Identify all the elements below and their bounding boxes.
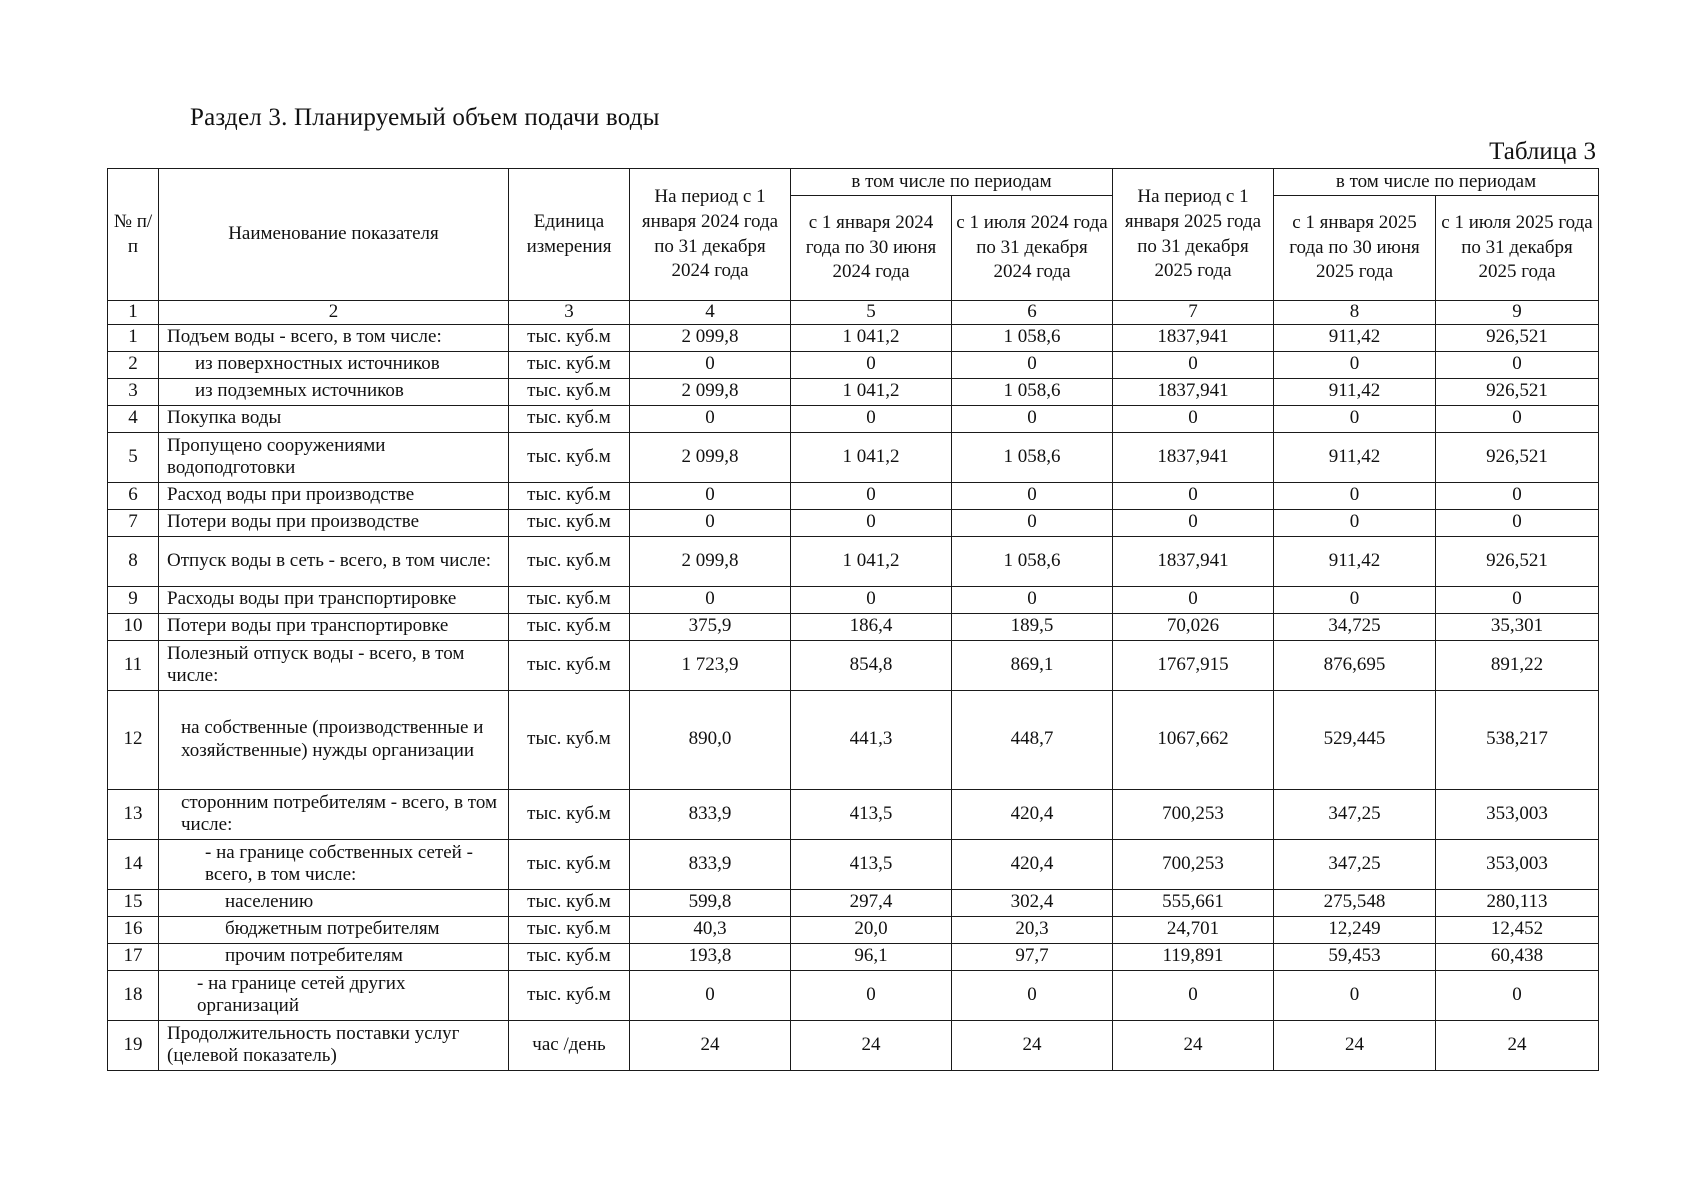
value-cell: 0 (791, 405, 952, 432)
indicator-name: сторонним потребителям - всего, в том числе: (159, 789, 509, 839)
value-cell: 599,8 (630, 889, 791, 916)
value-cell: 297,4 (791, 889, 952, 916)
value-cell: 0 (1436, 482, 1599, 509)
row-number: 12 (108, 690, 159, 789)
value-cell: 926,521 (1436, 536, 1599, 586)
section-heading: Раздел 3. Планируемый объем подачи воды (190, 104, 660, 131)
value-cell: 280,113 (1436, 889, 1599, 916)
value-cell: 0 (1436, 509, 1599, 536)
header-incl-2025: в том числе по периодам (1274, 169, 1599, 196)
value-cell: 97,7 (952, 943, 1113, 970)
table-row (108, 889, 1599, 916)
row-number: 17 (108, 943, 159, 970)
value-cell: 0 (1274, 405, 1436, 432)
row-number: 15 (108, 889, 159, 916)
value-cell: 24,701 (1113, 916, 1274, 943)
table-label: Таблица 3 (1489, 138, 1596, 165)
unit-cell: тыс. куб.м (509, 509, 630, 536)
value-cell: 926,521 (1436, 378, 1599, 405)
value-cell: 854,8 (791, 640, 952, 690)
unit-cell: тыс. куб.м (509, 351, 630, 378)
value-cell: 0 (1113, 586, 1274, 613)
table-row (108, 405, 1599, 432)
row-number: 7 (108, 509, 159, 536)
value-cell: 0 (791, 351, 952, 378)
value-cell: 1837,941 (1113, 536, 1274, 586)
row-number: 3 (108, 378, 159, 405)
value-cell: 833,9 (630, 789, 791, 839)
value-cell: 0 (630, 482, 791, 509)
unit-cell: тыс. куб.м (509, 690, 630, 789)
value-cell: 538,217 (1436, 690, 1599, 789)
row-number: 16 (108, 916, 159, 943)
value-cell: 20,0 (791, 916, 952, 943)
indicator-name: Продолжительность поставки услуг (целевой показатель) (159, 1020, 509, 1070)
column-number: 4 (630, 301, 791, 325)
value-cell: 911,42 (1274, 432, 1436, 482)
value-cell: 0 (952, 509, 1113, 536)
value-cell: 40,3 (630, 916, 791, 943)
value-cell: 700,253 (1113, 789, 1274, 839)
row-number: 4 (108, 405, 159, 432)
value-cell: 0 (630, 586, 791, 613)
unit-cell: тыс. куб.м (509, 943, 630, 970)
value-cell: 0 (791, 509, 952, 536)
row-number: 18 (108, 970, 159, 1020)
value-cell: 2 099,8 (630, 536, 791, 586)
unit-cell: тыс. куб.м (509, 970, 630, 1020)
header-h2-2025: с 1 июля 2025 года по 31 декабря 2025 года (1436, 196, 1599, 301)
value-cell: 1 041,2 (791, 536, 952, 586)
value-cell: 420,4 (952, 789, 1113, 839)
value-cell: 0 (1274, 586, 1436, 613)
header-name: Наименование показателя (159, 169, 509, 301)
table-row (108, 1020, 1599, 1070)
column-number: 6 (952, 301, 1113, 325)
value-cell: 34,725 (1274, 613, 1436, 640)
value-cell: 0 (630, 351, 791, 378)
value-cell: 413,5 (791, 789, 952, 839)
value-cell: 0 (791, 482, 952, 509)
unit-cell: тыс. куб.м (509, 889, 630, 916)
value-cell: 1 058,6 (952, 432, 1113, 482)
table-row (108, 536, 1599, 586)
value-cell: 0 (791, 586, 952, 613)
value-cell: 0 (1113, 405, 1274, 432)
header-unit: Единица измерения (509, 169, 630, 301)
header-h2-2024: с 1 июля 2024 года по 31 декабря 2024 года (952, 196, 1113, 301)
table-row (108, 970, 1599, 1020)
row-number: 1 (108, 324, 159, 351)
value-cell: 0 (952, 970, 1113, 1020)
row-number: 11 (108, 640, 159, 690)
value-cell: 420,4 (952, 839, 1113, 889)
indicator-name: на собственные (производственные и хозяйственные) нужды организации (159, 690, 509, 789)
value-cell: 24 (791, 1020, 952, 1070)
unit-cell: тыс. куб.м (509, 586, 630, 613)
table-row (108, 640, 1599, 690)
header-period-2024: На период с 1 января 2024 года по 31 декабря 2024 года (630, 169, 791, 301)
table-row (108, 690, 1599, 789)
table-row (108, 324, 1599, 351)
value-cell: 96,1 (791, 943, 952, 970)
value-cell: 555,661 (1113, 889, 1274, 916)
row-number: 14 (108, 839, 159, 889)
indicator-name: бюджетным потребителям (159, 916, 509, 943)
value-cell: 529,445 (1274, 690, 1436, 789)
value-cell: 1 041,2 (791, 432, 952, 482)
indicator-name: Расход воды при производстве (159, 482, 509, 509)
header-period-2025: На период с 1 января 2025 года по 31 декабря 2025 года (1113, 169, 1274, 301)
value-cell: 1837,941 (1113, 324, 1274, 351)
value-cell: 869,1 (952, 640, 1113, 690)
indicator-name: Полезный отпуск воды - всего, в том числе: (159, 640, 509, 690)
indicator-name: Покупка воды (159, 405, 509, 432)
indicator-name: прочим потребителям (159, 943, 509, 970)
value-cell: 1837,941 (1113, 432, 1274, 482)
value-cell: 0 (1113, 482, 1274, 509)
value-cell: 24 (952, 1020, 1113, 1070)
value-cell: 375,9 (630, 613, 791, 640)
value-cell: 2 099,8 (630, 324, 791, 351)
table-row (108, 509, 1599, 536)
value-cell: 1067,662 (1113, 690, 1274, 789)
unit-cell: час /день (509, 1020, 630, 1070)
value-cell: 0 (1436, 405, 1599, 432)
value-cell: 700,253 (1113, 839, 1274, 889)
indicator-name: из поверхностных источников (159, 351, 509, 378)
value-cell: 1 058,6 (952, 324, 1113, 351)
table-row (108, 789, 1599, 839)
unit-cell: тыс. куб.м (509, 640, 630, 690)
value-cell: 12,249 (1274, 916, 1436, 943)
value-cell: 35,301 (1436, 613, 1599, 640)
header-h1-2025: с 1 января 2025 года по 30 июня 2025 года (1274, 196, 1436, 301)
row-number: 6 (108, 482, 159, 509)
column-number: 5 (791, 301, 952, 325)
value-cell: 20,3 (952, 916, 1113, 943)
value-cell: 186,4 (791, 613, 952, 640)
value-cell: 0 (952, 405, 1113, 432)
value-cell: 0 (1113, 351, 1274, 378)
column-number: 8 (1274, 301, 1436, 325)
row-number: 5 (108, 432, 159, 482)
value-cell: 413,5 (791, 839, 952, 889)
unit-cell: тыс. куб.м (509, 482, 630, 509)
unit-cell: тыс. куб.м (509, 378, 630, 405)
value-cell: 833,9 (630, 839, 791, 889)
indicator-name: Подъем воды - всего, в том числе: (159, 324, 509, 351)
value-cell: 0 (630, 405, 791, 432)
value-cell: 441,3 (791, 690, 952, 789)
value-cell: 0 (1274, 351, 1436, 378)
table-row (108, 916, 1599, 943)
unit-cell: тыс. куб.м (509, 613, 630, 640)
column-number: 7 (1113, 301, 1274, 325)
value-cell: 347,25 (1274, 839, 1436, 889)
indicator-name: из подземных источников (159, 378, 509, 405)
value-cell: 193,8 (630, 943, 791, 970)
unit-cell: тыс. куб.м (509, 839, 630, 889)
value-cell: 926,521 (1436, 324, 1599, 351)
value-cell: 0 (1274, 509, 1436, 536)
indicator-name: - на границе сетей других организаций (159, 970, 509, 1020)
value-cell: 12,452 (1436, 916, 1599, 943)
value-cell: 275,548 (1274, 889, 1436, 916)
column-number: 2 (159, 301, 509, 325)
value-cell: 0 (952, 482, 1113, 509)
value-cell: 876,695 (1274, 640, 1436, 690)
column-number: 1 (108, 301, 159, 325)
header-incl-2024: в том числе по периодам (791, 169, 1113, 196)
value-cell: 1 058,6 (952, 378, 1113, 405)
value-cell: 24 (630, 1020, 791, 1070)
indicator-name: - на границе собственных сетей - всего, в том числе: (159, 839, 509, 889)
unit-cell: тыс. куб.м (509, 536, 630, 586)
table-row (108, 482, 1599, 509)
table-row (108, 839, 1599, 889)
row-number: 9 (108, 586, 159, 613)
value-cell: 0 (952, 351, 1113, 378)
value-cell: 0 (1436, 586, 1599, 613)
value-cell: 448,7 (952, 690, 1113, 789)
table-row (108, 432, 1599, 482)
value-cell: 0 (630, 509, 791, 536)
value-cell: 302,4 (952, 889, 1113, 916)
column-number: 3 (509, 301, 630, 325)
row-number: 13 (108, 789, 159, 839)
value-cell: 926,521 (1436, 432, 1599, 482)
value-cell: 0 (1113, 509, 1274, 536)
value-cell: 24 (1436, 1020, 1599, 1070)
indicator-name: Потери воды при транспортировке (159, 613, 509, 640)
value-cell: 1 058,6 (952, 536, 1113, 586)
table-row (108, 351, 1599, 378)
value-cell: 1 041,2 (791, 324, 952, 351)
value-cell: 1767,915 (1113, 640, 1274, 690)
value-cell: 353,003 (1436, 789, 1599, 839)
row-number: 2 (108, 351, 159, 378)
value-cell: 911,42 (1274, 324, 1436, 351)
unit-cell: тыс. куб.м (509, 324, 630, 351)
indicator-name: Отпуск воды в сеть - всего, в том числе: (159, 536, 509, 586)
value-cell: 189,5 (952, 613, 1113, 640)
table-row (108, 378, 1599, 405)
value-cell: 0 (1436, 351, 1599, 378)
row-number: 10 (108, 613, 159, 640)
value-cell: 2 099,8 (630, 432, 791, 482)
value-cell: 891,22 (1436, 640, 1599, 690)
value-cell: 890,0 (630, 690, 791, 789)
value-cell: 1 041,2 (791, 378, 952, 405)
unit-cell: тыс. куб.м (509, 916, 630, 943)
unit-cell: тыс. куб.м (509, 432, 630, 482)
value-cell: 911,42 (1274, 378, 1436, 405)
value-cell: 911,42 (1274, 536, 1436, 586)
value-cell: 119,891 (1113, 943, 1274, 970)
row-number: 19 (108, 1020, 159, 1070)
value-cell: 59,453 (1274, 943, 1436, 970)
value-cell: 70,026 (1113, 613, 1274, 640)
row-number: 8 (108, 536, 159, 586)
indicator-name: Потери воды при производстве (159, 509, 509, 536)
unit-cell: тыс. куб.м (509, 789, 630, 839)
value-cell: 1837,941 (1113, 378, 1274, 405)
value-cell: 0 (1274, 970, 1436, 1020)
value-cell: 2 099,8 (630, 378, 791, 405)
indicator-name: Расходы воды при транспортировке (159, 586, 509, 613)
header-no: № п/п (108, 169, 159, 301)
water-supply-table (107, 168, 1599, 1071)
value-cell: 60,438 (1436, 943, 1599, 970)
header-h1-2024: с 1 января 2024 года по 30 июня 2024 года (791, 196, 952, 301)
table-row (108, 586, 1599, 613)
value-cell: 0 (952, 586, 1113, 613)
unit-cell: тыс. куб.м (509, 405, 630, 432)
value-cell: 1 723,9 (630, 640, 791, 690)
table-row (108, 613, 1599, 640)
value-cell: 353,003 (1436, 839, 1599, 889)
value-cell: 0 (1113, 970, 1274, 1020)
value-cell: 0 (791, 970, 952, 1020)
indicator-name: населению (159, 889, 509, 916)
value-cell: 24 (1274, 1020, 1436, 1070)
value-cell: 0 (1274, 482, 1436, 509)
value-cell: 347,25 (1274, 789, 1436, 839)
value-cell: 0 (630, 970, 791, 1020)
table-row (108, 943, 1599, 970)
indicator-name: Пропущено сооружениями водоподготовки (159, 432, 509, 482)
column-number: 9 (1436, 301, 1599, 325)
value-cell: 24 (1113, 1020, 1274, 1070)
value-cell: 0 (1436, 970, 1599, 1020)
